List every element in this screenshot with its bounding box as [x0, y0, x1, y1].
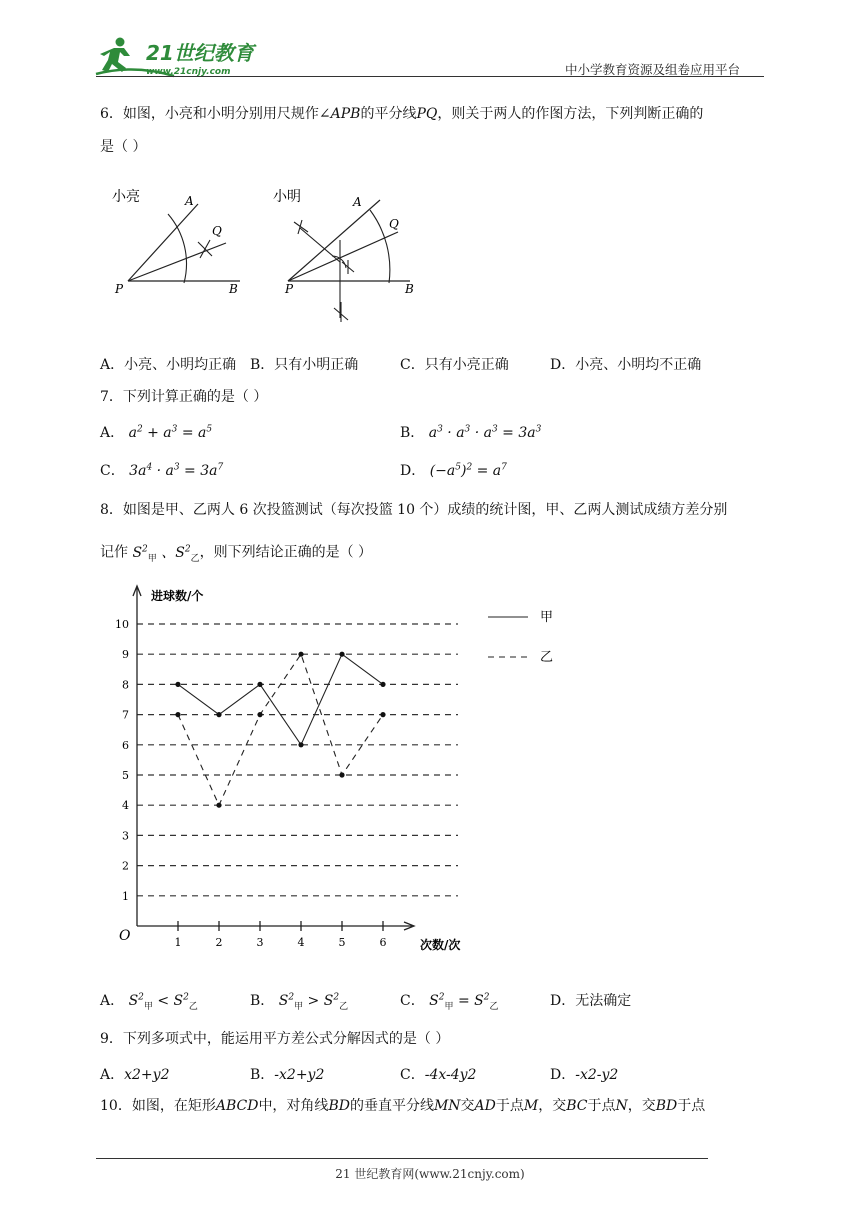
q9-option-D[interactable] [550, 1064, 618, 1084]
option-label: A． [100, 425, 125, 441]
ray-PQ [288, 232, 398, 281]
option-label: C． [400, 1067, 425, 1083]
data-point [339, 772, 344, 777]
q6-option-D[interactable]: D．小亮、小明均不正确 [550, 357, 702, 373]
y-axis-label: 进球数/个 [151, 589, 204, 603]
site-logo [94, 34, 264, 80]
q7-expr-B: $a^3 \cdot a^3 \cdot a^3 = 3a^3$ [428, 424, 542, 441]
footer-rule [96, 1158, 708, 1159]
data-point [380, 682, 385, 687]
figure-xiaoliang [112, 189, 240, 296]
q7-expr-D: $(-a^5)^2 = a^7$ [429, 462, 507, 479]
arc-cross-mark [334, 302, 348, 322]
q6-option-A[interactable]: A．小亮、小明均正确 [100, 357, 237, 373]
option-label: D． [400, 463, 426, 479]
y-tick-label: 6 [122, 738, 129, 752]
x-tick-label: 5 [338, 936, 346, 949]
q9-option-C[interactable] [400, 1064, 476, 1084]
construction-arc [370, 210, 390, 283]
q8-text: ，则下列结论正确的是（ ） [199, 544, 373, 561]
q6-stem-line1 [100, 103, 703, 125]
y-tick-label: 8 [122, 678, 129, 692]
q6-option-C[interactable]: C．只有小亮正确 [400, 357, 509, 373]
option-label: B． [400, 425, 425, 441]
header-rule [96, 76, 764, 77]
option-label: C． [400, 993, 425, 1009]
ray-PA [288, 200, 380, 281]
footer-text: 21 世纪教育网(www.21cnjy.com) [335, 1167, 525, 1181]
arc-cross-mark [294, 220, 308, 234]
y-tick-label: 4 [122, 799, 129, 813]
figure-title-xiaoming: 小明 [273, 189, 301, 205]
option-label: C． [100, 463, 125, 479]
site-tagline: 中小学教育资源及组卷应用平台 [565, 62, 741, 77]
option-label: B． [250, 1067, 275, 1083]
y-tick-label: 2 [122, 859, 129, 873]
construction-arc [168, 214, 186, 283]
data-point [339, 652, 344, 657]
q9-stem: 9．下列多项式中，能运用平方差公式分解因式的是（ ） [100, 1031, 450, 1047]
q6-bisector-name: PQ [416, 106, 438, 122]
point-B-label: B [405, 282, 414, 296]
series-line-1 [178, 654, 383, 745]
y-tick-label: 3 [122, 829, 129, 843]
data-point [216, 803, 221, 808]
y-tick-label: 5 [122, 769, 129, 782]
data-point [298, 652, 303, 657]
data-point [175, 712, 180, 717]
q7-option-D[interactable] [400, 460, 507, 480]
q6-angle-name: APB [330, 106, 361, 122]
point-P-label: P [285, 282, 294, 296]
y-tick-label: 7 [122, 708, 129, 722]
q6-option-B[interactable]: B．只有小明正确 [250, 357, 359, 373]
x-tick-label: 1 [174, 936, 182, 949]
q8-option-C[interactable] [400, 990, 499, 1012]
x-tick-label: 4 [297, 936, 305, 949]
legend-label: 乙 [540, 650, 554, 665]
option-label: A． [100, 1067, 125, 1083]
point-A-label: A [185, 194, 194, 208]
figure-xiaoming [273, 189, 414, 322]
series-line-2 [178, 654, 383, 805]
legend-label: 甲 [540, 610, 554, 625]
q6-stem-line2: 是（ ） [100, 139, 147, 155]
q7-stem: 7．下列计算正确的是（ ） [100, 389, 268, 405]
q8-option-A[interactable] [100, 990, 198, 1012]
q8-option-D[interactable]: D．无法确定 [550, 993, 632, 1009]
x-tick-label: 6 [379, 936, 387, 949]
option-label: B． [250, 993, 275, 1009]
q6-text: 6．如图，小亮和小明分别用尺规作∠ [100, 106, 331, 122]
q9-expr-A: x2+y2 [124, 1067, 170, 1083]
ray-PQ [128, 243, 226, 281]
q6-text: ，则关于两人的作图方法，下列判断正确的 [437, 106, 704, 122]
data-point [216, 712, 221, 717]
x-tick-label: 3 [256, 936, 264, 949]
logo-url: www.21cnjy.com [146, 67, 231, 77]
chart-axes [115, 586, 460, 952]
data-point [175, 682, 180, 687]
x-axis-label: 次数/次 [420, 938, 461, 952]
logo-text: 21世纪教育 [146, 41, 254, 65]
q8-expr-A: $S^2_甲 < S^2_乙$ [128, 992, 198, 1012]
q9-expr-D: -x2-y2 [575, 1067, 619, 1083]
chart-legend [488, 610, 553, 665]
q8-expr-C: $S^2_甲 = S^2_乙$ [429, 992, 499, 1012]
chart-series [175, 652, 385, 808]
q8-stem-line1: 8．如图是甲、乙两人 6 次投篮测试（每次投篮 10 个）成绩的统计图，甲、乙两人测试成绩方差分别 [100, 502, 728, 518]
q8-option-B[interactable] [250, 990, 348, 1012]
origin-label: O [119, 928, 131, 944]
figure-title-xiaoliang: 小亮 [112, 189, 140, 205]
y-tick-label: 10 [115, 618, 129, 631]
q7-option-B[interactable] [400, 422, 541, 442]
option-label: A． [100, 993, 125, 1009]
q9-option-B[interactable] [250, 1064, 324, 1084]
q9-expr-C: -4x-4y2 [424, 1067, 477, 1083]
q8-expr-B: $S^2_甲 > S^2_乙$ [278, 992, 349, 1012]
q7-option-A[interactable] [100, 422, 212, 442]
data-point [257, 682, 262, 687]
q10-stem: 10．如图，在矩形ABCD中，对角线BD的垂直平分线MN交AD于点M，交BC于点N，交BD于点 [100, 1098, 706, 1114]
point-Q-label: Q [389, 217, 399, 231]
option-label: D． [550, 1067, 576, 1083]
q7-expr-A: $a^2 + a^3 = a^5$ [128, 424, 213, 441]
q9-expr-B: -x2+y2 [274, 1067, 325, 1083]
x-tick-label: 2 [215, 936, 223, 949]
ray-PA [128, 204, 198, 281]
q8-text: 记作 [100, 544, 128, 561]
q9-option-A[interactable] [100, 1064, 169, 1084]
point-Q-label: Q [212, 224, 222, 238]
point-B-label: B [229, 282, 238, 296]
chart-grid [137, 624, 458, 896]
q8-variance-symbols: $S^2_甲$ 、$S^2_乙$ [132, 544, 200, 564]
y-tick-label: 1 [122, 889, 129, 903]
data-point [380, 712, 385, 717]
q7-option-C[interactable] [100, 460, 223, 480]
data-point [257, 712, 262, 717]
point-P-label: P [115, 282, 124, 296]
q6-figure [108, 180, 438, 325]
q7-expr-C: $3a^4 \cdot a^3 = 3a^7$ [129, 462, 224, 479]
point-A-label: A [353, 195, 362, 209]
q6-text: 的平分线 [360, 106, 417, 122]
q8-line-chart [100, 580, 580, 960]
data-point [298, 742, 303, 747]
small-arc [332, 256, 346, 268]
y-tick-label: 9 [122, 648, 129, 662]
q8-stem-line2 [100, 538, 372, 569]
construction-line [300, 228, 340, 262]
